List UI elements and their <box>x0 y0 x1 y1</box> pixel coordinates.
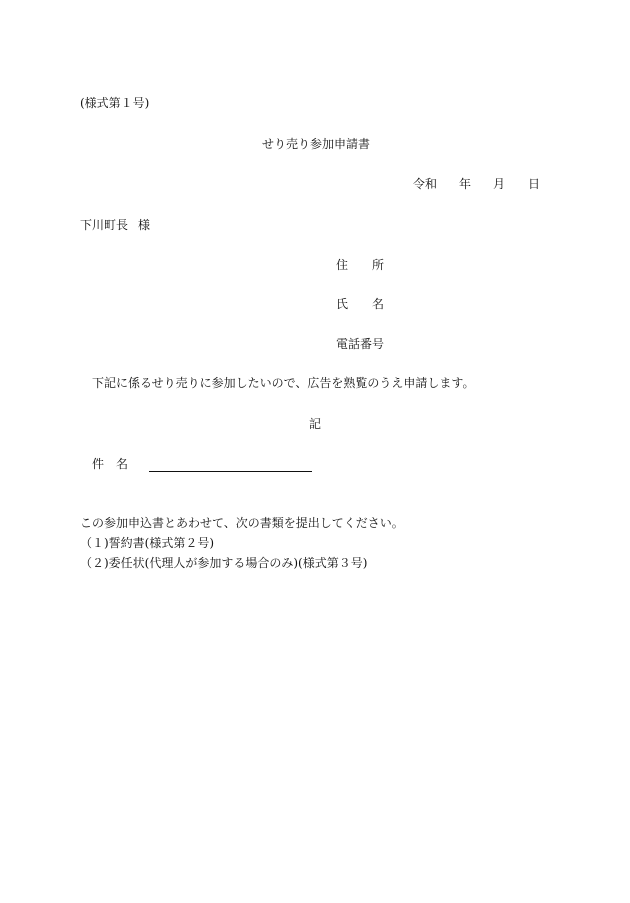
subject-field <box>149 457 312 472</box>
attachment-item: （１)誓約書(様式第２号) <box>80 536 215 550</box>
date-month-unit: 月 <box>493 177 506 191</box>
date-year-unit: 年 <box>459 177 472 191</box>
form-number: (様式第１号) <box>80 96 150 110</box>
date-line <box>0 177 630 191</box>
document-title: せり売り参加申請書 <box>262 137 371 151</box>
name-label: 氏 名 <box>336 297 385 311</box>
subject-label: 件 名 <box>92 457 129 471</box>
ki-heading: 記 <box>309 417 322 431</box>
attachment-item: （２)委任状(代理人が参加する場合のみ)(様式第３号) <box>80 556 368 570</box>
body-text: 下記に係るせり売りに参加したいので、広告を熟覧のうえ申請します。 <box>92 376 475 390</box>
addressee-honorific: 様 <box>138 218 151 232</box>
address-label: 住 所 <box>336 258 385 272</box>
attachments-intro: この参加申込書とあわせて、次の書類を提出してください。 <box>80 516 404 530</box>
date-era: 令和 <box>413 177 438 191</box>
phone-label: 電話番号 <box>336 337 385 351</box>
addressee-name: 下川町長 <box>80 218 129 232</box>
date-day-unit: 日 <box>528 177 541 191</box>
addressee-line <box>0 218 630 232</box>
